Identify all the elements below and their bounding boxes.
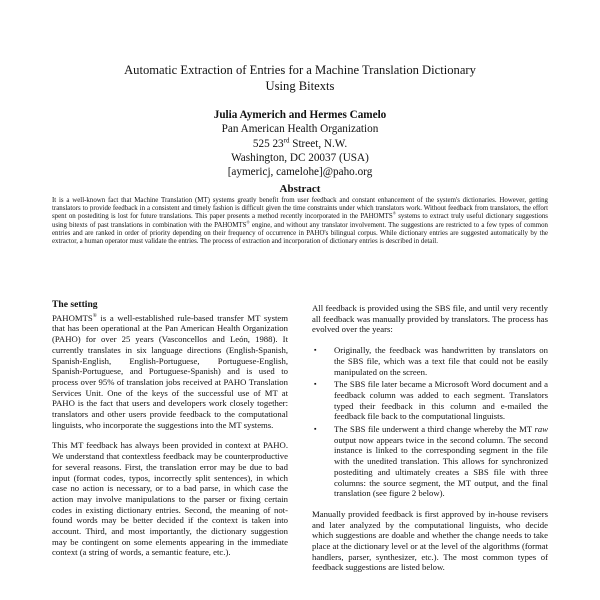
- square-bullet-icon: ▪: [314, 425, 317, 434]
- list-item-text: Originally, the feedback was handwritten by translators on the SBS file, which was a text file that could not be easily manipulated on the screen.: [334, 345, 548, 377]
- square-bullet-icon: ▪: [314, 346, 317, 355]
- system-name: PAHOMTS: [52, 312, 93, 323]
- abstract-paragraph: [52, 197, 548, 246]
- title-line-2: Using Bitexts: [265, 79, 335, 93]
- setting-text-1: is a well-established rule-based transfer MT system that has been operational at the Pan American Health Organization (PAHO) for over 25 years (Vasconcellos and León, 1988). It currently translates in six language directions (English-Spanish, Spanish-English, English-Portuguese, Portuguese-English, Spanish-Portuguese, and Portuguese-Spanish) and is used to process over 95% of translation jobs received at PAHO Translation Services Unit. One of the keys of the successful use of MT at PAHO is the fact that users and developers work closely together: translators and other users provide feedback to the computational linguists, who incorporate the suggestions into the MT systems.: [52, 312, 288, 430]
- affiliation: Pan American Health Organization: [221, 123, 379, 136]
- city-address: Washington, DC 20037 (USA): [231, 151, 369, 164]
- street-number: 525 23: [252, 137, 284, 150]
- right-column: [312, 303, 548, 583]
- registered-mark: ®: [246, 219, 250, 225]
- registered-mark: ®: [392, 211, 396, 217]
- setting-paragraph-1: [52, 313, 288, 431]
- abstract-text-2: systems to extract truly useful dictionary suggestions using bitexts of past translations in combination with the PAHOMTS: [52, 213, 548, 229]
- feedback-intro-paragraph: All feedback is provided using the SBS file, and until very recently all feedback was manually provided by translators. The process has evolved over the years:: [312, 303, 548, 335]
- abstract-text-1: It is a well-known fact that Machine Translation (MT) systems greatly benefit from user feedback and constant enhancement of the system's dictionaries. However, getting translators to provide feedback in a consistent and timely fashion is difficult given the time constraints under which translators work. Without feedback from translators, the effort spent on postediting is lost for future translations. This paper presents a method recently incorporated in the PAHOMTS: [52, 197, 548, 221]
- list-item-text-1: The SBS file underwent a third change whereby the MT: [334, 424, 535, 435]
- author-emails: [aymericj, camelohe]@paho.org: [227, 166, 373, 179]
- list-item: [312, 379, 548, 422]
- italic-term: raw: [534, 424, 548, 435]
- section-heading-setting: The setting: [52, 299, 98, 310]
- author-block: [150, 108, 450, 179]
- feedback-evolution-list: [312, 345, 548, 499]
- list-item: [312, 345, 548, 377]
- list-item: [312, 424, 548, 499]
- title-line-1: Automatic Extraction of Entries for a Machine Translation Dictionary: [124, 63, 476, 77]
- street-address: [150, 137, 450, 151]
- registered-mark: ®: [92, 312, 97, 319]
- list-item-text: The SBS file later became a Microsoft Word document and a feedback column was added to each segment. Translators typed their feedback in this column and e-mailed the feedback file back to the computational linguists.: [334, 379, 548, 422]
- author-names: Julia Aymerich and Hermes Camelo: [213, 109, 387, 121]
- feedback-approval-paragraph: Manually provided feedback is first approved by in-house revisers and later analyzed by the computational linguists, who decide which suggestions are doable and whether the change needs to take place at the dictionary level or at the level of the algorithms (format handlers, parser, synthesizer, etc.). The most common types of feedback suggestions are listed below.: [312, 508, 548, 573]
- paper-title: [80, 62, 520, 94]
- setting-paragraph-2: This MT feedback has always been provided in context at PAHO. We understand that contextless feedback may be counterproductive for several reasons. First, the translation error may be due to bad input (format codes, typos, incorrectly split sentences), in which case no action is necessary, or to a bad parse, in which case the action may involve manipulations to the parser or fixing certain codes in existing dictionary entries. Second, the meaning of not-found words may be better decided if the context is taken into account. Third, and most importantly, the dictionary suggestion may be contingent on some elements appearing in the immediate context (a string of words, a semantic feature, etc.).: [52, 440, 288, 558]
- square-bullet-icon: ▪: [314, 380, 317, 389]
- street-ordinal: rd: [283, 135, 290, 144]
- abstract-body: [52, 197, 548, 246]
- abstract-heading: Abstract: [279, 183, 321, 195]
- street-name: Street, N.W.: [289, 137, 348, 150]
- list-item-text-2: output now appears twice in the second column. The second instance is linked to the corresponding segment in the file with the unedited translation. This allows for synchronized postediting and ultimately creates a SBS file with three columns: the source segment, the MT output, and the final translation (see figure 2 below).: [334, 434, 548, 499]
- left-column: [52, 300, 288, 568]
- abstract-text-3: engine, and without any translator involvement. The suggestions are restricted to a few types of common entries and are ranked in order of priority depending on their frequency of occurrence in PAHO's bilingual corpus. While dictionary entries are suggested automatically by the extractor, a human operator must validate the entries. The process of extraction and incorporation of dictionary entries is described in detail.: [52, 221, 548, 246]
